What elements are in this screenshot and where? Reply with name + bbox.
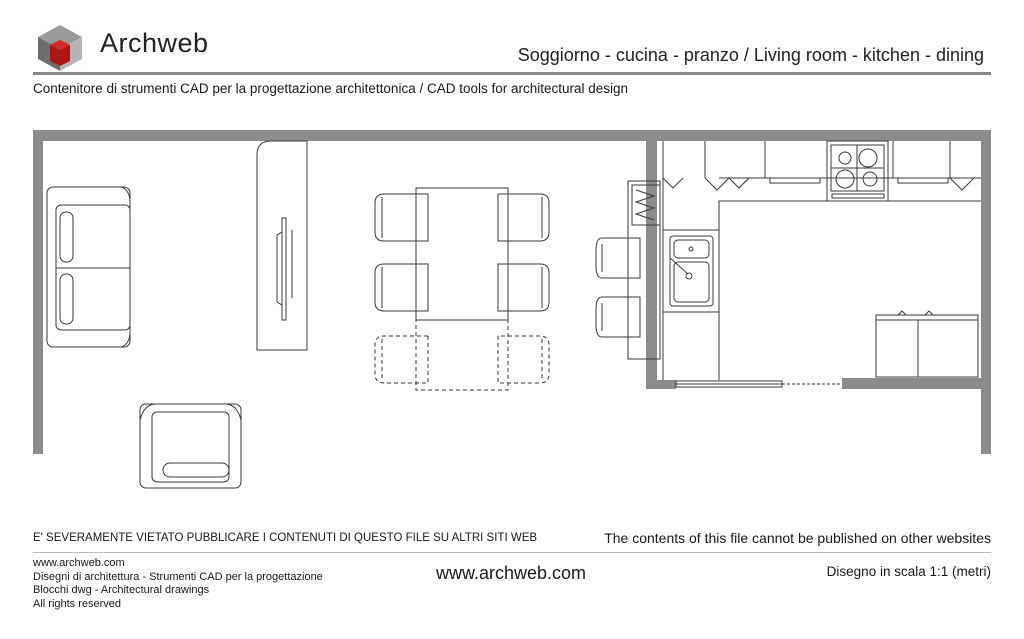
footer-line: All rights reserved bbox=[33, 597, 122, 610]
tv-cabinet bbox=[257, 141, 307, 350]
kitchen-island bbox=[876, 311, 978, 377]
walls bbox=[33, 130, 991, 454]
footer-divider bbox=[33, 552, 991, 553]
scale-note: Disegno in scala 1:1 (metri) bbox=[826, 564, 991, 579]
copyright-warning-english: The contents of this file cannot be published on other websites bbox=[604, 530, 991, 546]
copyright-warning-italian: E' SEVERAMENTE VIETATO PUBBLICARE I CONTENUTI DI QUESTO FILE SU ALTRI SITI WEB bbox=[33, 532, 538, 544]
footer-line: Disegni di architettura - Strumenti CAD per la progettazione bbox=[33, 570, 323, 583]
sink bbox=[670, 236, 713, 306]
sliding-door bbox=[676, 381, 842, 387]
page-subtitle: Contenitore di strumenti CAD per la progettazione architettonica / CAD tools for architectural design bbox=[33, 81, 629, 96]
footer-website: www.archweb.com bbox=[436, 563, 587, 583]
footer-line: Blocchi dwg - Architectural drawings bbox=[33, 584, 210, 596]
page-title: Soggiorno - cucina - pranzo / Living room - kitchen - dining bbox=[517, 45, 984, 65]
brand-name: Archweb bbox=[100, 28, 209, 58]
armchair bbox=[140, 404, 241, 488]
dining-chairs-optional bbox=[375, 336, 549, 383]
dining-table bbox=[416, 188, 508, 390]
footer-line: www.archweb.com bbox=[33, 557, 125, 569]
footer-info bbox=[33, 557, 323, 611]
sofa bbox=[47, 187, 130, 347]
bar-stools bbox=[596, 238, 640, 337]
dining-chairs bbox=[375, 194, 549, 311]
kitchen-counter bbox=[663, 141, 981, 380]
cooktop bbox=[827, 141, 888, 201]
